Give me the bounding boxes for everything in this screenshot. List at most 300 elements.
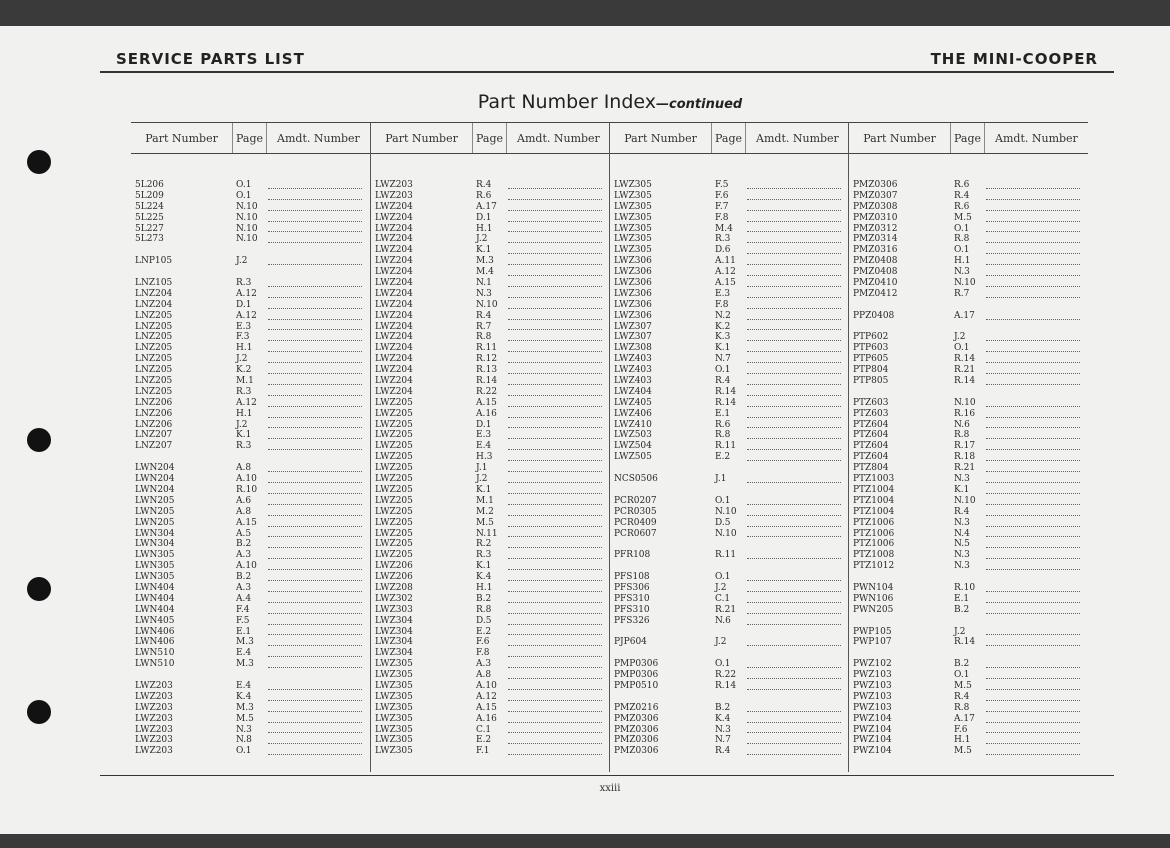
amdt-dotted-line (745, 703, 849, 714)
table-row (849, 616, 1088, 627)
part-number-header: Part Number (145, 131, 218, 145)
amdt-dotted-line (745, 496, 849, 507)
table-row (131, 583, 370, 594)
part-number: LNZ206 (135, 397, 173, 408)
table-row (131, 681, 370, 692)
table-row (849, 703, 1088, 714)
part-number: PMZ0306 (614, 713, 659, 724)
amdt-dotted-line (984, 681, 1088, 692)
amdt-dotted-line (984, 474, 1088, 485)
page-ref: D.5 (715, 517, 731, 528)
part-number: PCR0305 (614, 506, 657, 517)
amdt-dotted-line (506, 300, 610, 311)
amdt-dotted-line (745, 180, 849, 191)
table-row (131, 605, 370, 616)
page-ref: E.3 (236, 321, 252, 332)
amdt-dotted-line (266, 659, 370, 670)
amdt-dotted-line (745, 224, 849, 235)
amdt-dotted-line (266, 245, 370, 256)
table-row (610, 583, 849, 594)
part-number: LNZ105 (135, 278, 173, 289)
amdt-dotted-line (506, 670, 610, 681)
table-row (131, 485, 370, 496)
page-ref: N.11 (476, 528, 498, 539)
table-row (131, 224, 370, 235)
part-number: LWZ308 (614, 343, 652, 354)
table-row (371, 561, 610, 572)
page-ref: E.2 (476, 626, 492, 637)
part-number: LWZ305 (375, 746, 413, 757)
part-number: LWZ205 (375, 528, 413, 539)
amdt-dotted-line (266, 539, 370, 550)
amdt-dotted-line (745, 213, 849, 224)
amdt-dotted-line (506, 746, 610, 757)
page-ref: R.6 (715, 419, 731, 430)
table-row (371, 616, 610, 627)
amdt-dotted-line (266, 213, 370, 224)
table-row (610, 300, 849, 311)
part-number: LWZ204 (375, 245, 413, 256)
page-ref: A.15 (476, 702, 497, 713)
page-ref: J.2 (954, 332, 966, 343)
amdt-dotted-line (745, 452, 849, 463)
table-row (849, 213, 1088, 224)
table-row (849, 659, 1088, 670)
page-ref: E.2 (476, 735, 492, 746)
amdt-dotted-line (745, 365, 849, 376)
part-number-header: Part Number (385, 131, 458, 145)
part-number: LWN204 (135, 474, 175, 485)
page-ref: O.1 (954, 343, 970, 354)
table-row (131, 245, 370, 256)
part-number: LNZ207 (135, 430, 173, 441)
table-row (849, 627, 1088, 638)
amdt-dotted-line (984, 692, 1088, 703)
part-number: LWZ204 (375, 267, 413, 278)
amdt-dotted-line (745, 322, 849, 333)
table-row (849, 550, 1088, 561)
part-number: LWZ304 (375, 648, 413, 659)
part-number: LWZ204 (375, 386, 413, 397)
page-ref: A.8 (236, 463, 252, 474)
part-number: LWZ204 (375, 354, 413, 365)
page-ref: B.2 (715, 702, 731, 713)
amdt-dotted-line (266, 681, 370, 692)
page-ref: M.2 (476, 506, 494, 517)
amdt-dotted-line (984, 746, 1088, 757)
page-ref: K.1 (476, 561, 492, 572)
page-ref: M.5 (476, 517, 494, 528)
table-row (371, 452, 610, 463)
page-ref: R.4 (476, 310, 492, 321)
part-number: LNZ205 (135, 321, 173, 332)
page-ref: M.3 (236, 637, 254, 648)
part-number: LWZ305 (614, 245, 652, 256)
part-number: PTZ804 (853, 463, 889, 474)
amdt-dotted-line (506, 354, 610, 365)
page-ref: N.10 (954, 278, 976, 289)
table-row (371, 300, 610, 311)
page-ref: N.3 (954, 517, 970, 528)
amdt-dotted-line (745, 746, 849, 757)
page-ref: N.10 (236, 234, 258, 245)
part-number: LWZ206 (375, 572, 413, 583)
table-row (610, 561, 849, 572)
page-ref: E.4 (476, 441, 492, 452)
part-number: LNZ205 (135, 376, 173, 387)
header-right: THE MINI-COOPER (930, 50, 1098, 68)
page-ref: F.8 (476, 648, 490, 659)
page-ref: A.6 (236, 495, 252, 506)
part-number: PWZ104 (853, 746, 892, 757)
amdt-dotted-line (506, 714, 610, 725)
amdt-dotted-line (506, 213, 610, 224)
amdt-dotted-line (984, 725, 1088, 736)
table-row (371, 256, 610, 267)
page-ref: A.11 (715, 256, 736, 267)
part-number: LWZ306 (614, 267, 652, 278)
table-row (610, 659, 849, 670)
part-number: LWZ305 (614, 190, 652, 201)
amdt-dotted-line (266, 463, 370, 474)
part-number: LWZ205 (375, 550, 413, 561)
table-row (131, 529, 370, 540)
amdt-dotted-line (745, 659, 849, 670)
part-number: PTZ1006 (853, 517, 895, 528)
amdt-dotted-line (506, 420, 610, 431)
page-ref: K.1 (476, 245, 492, 256)
part-number: PCR0409 (614, 517, 657, 528)
part-number: LWZ205 (375, 430, 413, 441)
page-ref: B.2 (954, 604, 970, 615)
part-number: LWN304 (135, 539, 175, 550)
table-row (131, 300, 370, 311)
table-row (131, 289, 370, 300)
page-ref: R.21 (715, 604, 737, 615)
part-number: LWZ305 (375, 691, 413, 702)
table-row (610, 572, 849, 583)
part-number: LWN305 (135, 561, 175, 572)
page-ref (949, 300, 984, 311)
page-ref: R.4 (954, 691, 970, 702)
page-ref: M.5 (954, 680, 972, 691)
amdt-dotted-line (506, 627, 610, 638)
part-number: PMP0510 (614, 680, 659, 691)
part-number: PWZ103 (853, 702, 892, 713)
page-ref: F.3 (236, 332, 250, 343)
table-row (371, 583, 610, 594)
page-ref: F.1 (476, 746, 490, 757)
part-number: LWN205 (135, 495, 175, 506)
amdt-dotted-line (266, 703, 370, 714)
page-ref: A.10 (476, 680, 497, 691)
part-number: LWN205 (135, 506, 175, 517)
page-ref: J.2 (476, 234, 488, 245)
page-ref: A.17 (476, 201, 497, 212)
table-row (371, 496, 610, 507)
part-number: LWZ505 (614, 452, 652, 463)
table-row (371, 670, 610, 681)
amdt-dotted-line (506, 583, 610, 594)
page-ref: N.10 (476, 299, 498, 310)
part-number (131, 245, 231, 256)
part-number: LWN404 (135, 593, 175, 604)
table-row (131, 539, 370, 550)
page-ref: E.3 (715, 288, 731, 299)
table-row (610, 550, 849, 561)
page-ref: E.1 (236, 626, 252, 637)
amdt-dotted-line (506, 343, 610, 354)
page-ref: R.13 (476, 365, 498, 376)
part-number: LWZ204 (375, 343, 413, 354)
page-ref: M.5 (954, 212, 972, 223)
part-number: PTZ604 (853, 441, 889, 452)
part-number: LWZ306 (614, 288, 652, 299)
page-ref: K.1 (954, 484, 970, 495)
amdt-dotted-line (745, 627, 849, 638)
page-ref (949, 648, 984, 659)
table-row (849, 180, 1088, 191)
page-ref: N.1 (476, 278, 492, 289)
table-row (610, 529, 849, 540)
amdt-dotted-line (266, 452, 370, 463)
table-row (371, 735, 610, 746)
part-number: LWZ205 (375, 517, 413, 528)
amdt-dotted-line (506, 725, 610, 736)
page-header: Page (472, 123, 506, 153)
amdt-dotted-line (266, 278, 370, 289)
part-number: PTP602 (853, 332, 889, 343)
amdt-dotted-line (266, 430, 370, 441)
page-ref: N.8 (236, 735, 252, 746)
page-ref: R.11 (715, 441, 737, 452)
part-number: LWZ305 (614, 201, 652, 212)
part-number: LWZ205 (375, 539, 413, 550)
table-row (131, 409, 370, 420)
part-number: PMZ0412 (853, 288, 898, 299)
page-ref: R.4 (715, 746, 731, 757)
part-number: LNZ205 (135, 332, 173, 343)
amdt-dotted-line (266, 354, 370, 365)
page-ref: H.1 (954, 256, 971, 267)
part-number: LNZ206 (135, 419, 173, 430)
page-ref: J.1 (715, 474, 727, 485)
page-ref: A.3 (476, 659, 492, 670)
part-number: LWZ203 (135, 680, 173, 691)
table-row (371, 398, 610, 409)
table-row (610, 354, 849, 365)
amdt-dotted-line (745, 463, 849, 474)
page-ref: O.1 (715, 659, 731, 670)
part-number: PMZ0307 (853, 190, 898, 201)
amdt-dotted-line (745, 725, 849, 736)
table-row (131, 735, 370, 746)
page-ref (231, 245, 266, 256)
amdt-dotted-line (745, 735, 849, 746)
page-ref: H.1 (236, 408, 253, 419)
amdt-dotted-line (984, 714, 1088, 725)
part-number: PWN106 (853, 593, 894, 604)
page-ref: N.10 (715, 528, 737, 539)
page-ref: N.10 (715, 506, 737, 517)
table-row (371, 430, 610, 441)
amdt-dotted-line (984, 365, 1088, 376)
page-ref: R.3 (236, 441, 252, 452)
table-row (371, 529, 610, 540)
part-number: LNZ204 (135, 299, 173, 310)
part-number: PWZ104 (853, 713, 892, 724)
amdt-dotted-line (266, 616, 370, 627)
part-number: LWN405 (135, 615, 175, 626)
table-row (849, 387, 1088, 398)
table-row (849, 539, 1088, 550)
table-row (849, 224, 1088, 235)
amdt-dotted-line (506, 550, 610, 561)
part-number: LWZ403 (614, 376, 652, 387)
punch-hole (27, 428, 51, 452)
page-ref: R.22 (715, 670, 737, 681)
punch-hole (27, 577, 51, 601)
amdt-dotted-line (745, 594, 849, 605)
page-ref (949, 616, 984, 627)
page-ref: B.2 (476, 593, 492, 604)
table-row (371, 550, 610, 561)
amdt-dotted-line (266, 311, 370, 322)
amdt-dotted-line (506, 256, 610, 267)
part-number: NCS0506 (614, 474, 658, 485)
page-ref: A.17 (954, 310, 975, 321)
page-ref (710, 648, 745, 659)
table-row (849, 311, 1088, 322)
amdt-dotted-line (984, 322, 1088, 333)
amdt-dotted-line (745, 409, 849, 420)
table-row (131, 267, 370, 278)
page-ref: N.3 (236, 724, 252, 735)
part-number-header: Part Number (863, 131, 936, 145)
part-number: LWZ305 (375, 670, 413, 681)
part-number: PTZ1012 (853, 561, 895, 572)
part-number: PTZ1004 (853, 484, 895, 495)
table-row (131, 507, 370, 518)
page-ref: R.6 (954, 201, 970, 212)
page-ref: R.3 (715, 234, 731, 245)
amdt-dotted-line (266, 518, 370, 529)
page-ref (710, 463, 745, 474)
table-row (849, 420, 1088, 431)
page-ref: R.6 (954, 180, 970, 190)
page-ref: O.1 (715, 365, 731, 376)
part-number: LWZ410 (614, 419, 652, 430)
page-ref: A.12 (476, 691, 497, 702)
amdt-dotted-line (266, 376, 370, 387)
part-number: 5L224 (135, 201, 164, 212)
page-ref: K.1 (476, 484, 492, 495)
table-row (610, 648, 849, 659)
amdt-dotted-line (745, 202, 849, 213)
part-number: LWN305 (135, 572, 175, 583)
table-row (610, 398, 849, 409)
page-ref: C.1 (476, 724, 492, 735)
page-ref: K.2 (236, 365, 252, 376)
part-number: 5L209 (135, 190, 164, 201)
amdt-dotted-line (984, 561, 1088, 572)
part-number: LWZ305 (614, 234, 652, 245)
table-row (610, 474, 849, 485)
amdt-dotted-line (984, 191, 1088, 202)
page-ref: R.22 (476, 386, 498, 397)
part-number: PMP0306 (614, 659, 659, 670)
amdt-dotted-line (266, 496, 370, 507)
amdt-dotted-line (745, 616, 849, 627)
page-ref: R.21 (954, 463, 976, 474)
table-row (131, 474, 370, 485)
amdt-dotted-line (745, 234, 849, 245)
amdt-dotted-line (266, 202, 370, 213)
page-ref: M.1 (236, 376, 254, 387)
page-ref: M.4 (476, 267, 494, 278)
table-row (610, 332, 849, 343)
table-row (849, 594, 1088, 605)
table-row (610, 267, 849, 278)
part-number: PWZ104 (853, 735, 892, 746)
table-row (610, 496, 849, 507)
part-number: LNZ205 (135, 343, 173, 354)
amdt-dotted-line (266, 409, 370, 420)
table-row (610, 430, 849, 441)
page-ref: A.12 (715, 267, 736, 278)
amdt-dotted-line (984, 616, 1088, 627)
part-number: 5L273 (135, 234, 164, 245)
table-row (131, 180, 370, 191)
table-row (131, 191, 370, 202)
part-number: LWZ306 (614, 256, 652, 267)
amdt-dotted-line (984, 354, 1088, 365)
amdt-dotted-line (506, 452, 610, 463)
table-row (131, 561, 370, 572)
page-ref: R.10 (954, 582, 976, 593)
page-ref: J.1 (476, 463, 488, 474)
amdt-dotted-line (506, 659, 610, 670)
page-ref: A.16 (476, 713, 497, 724)
table-row (610, 605, 849, 616)
amdt-dotted-line (266, 180, 370, 191)
part-number: PWZ103 (853, 680, 892, 691)
part-number: LNP105 (135, 256, 173, 267)
table-row (849, 735, 1088, 746)
page-ref: R.14 (954, 376, 976, 387)
part-number: 5L227 (135, 223, 164, 234)
part-number: 5L225 (135, 212, 164, 223)
table-row (610, 245, 849, 256)
table-row (610, 703, 849, 714)
part-number: LWZ205 (375, 408, 413, 419)
table-row (371, 213, 610, 224)
page-ref: F.4 (236, 604, 250, 615)
page-number: xxiii (599, 783, 621, 794)
table-row (849, 322, 1088, 333)
table-row (131, 420, 370, 431)
page-ref: N.10 (236, 201, 258, 212)
page-ref: K.3 (715, 332, 731, 343)
table-row (849, 398, 1088, 409)
page-ref: R.7 (476, 321, 492, 332)
title-suffix: —continued (656, 97, 743, 112)
part-number: PMZ0408 (853, 267, 898, 278)
amdt-dotted-line (984, 420, 1088, 431)
page-ref: R.7 (954, 288, 970, 299)
amdt-dotted-line (745, 474, 849, 485)
amdt-dotted-line (266, 692, 370, 703)
